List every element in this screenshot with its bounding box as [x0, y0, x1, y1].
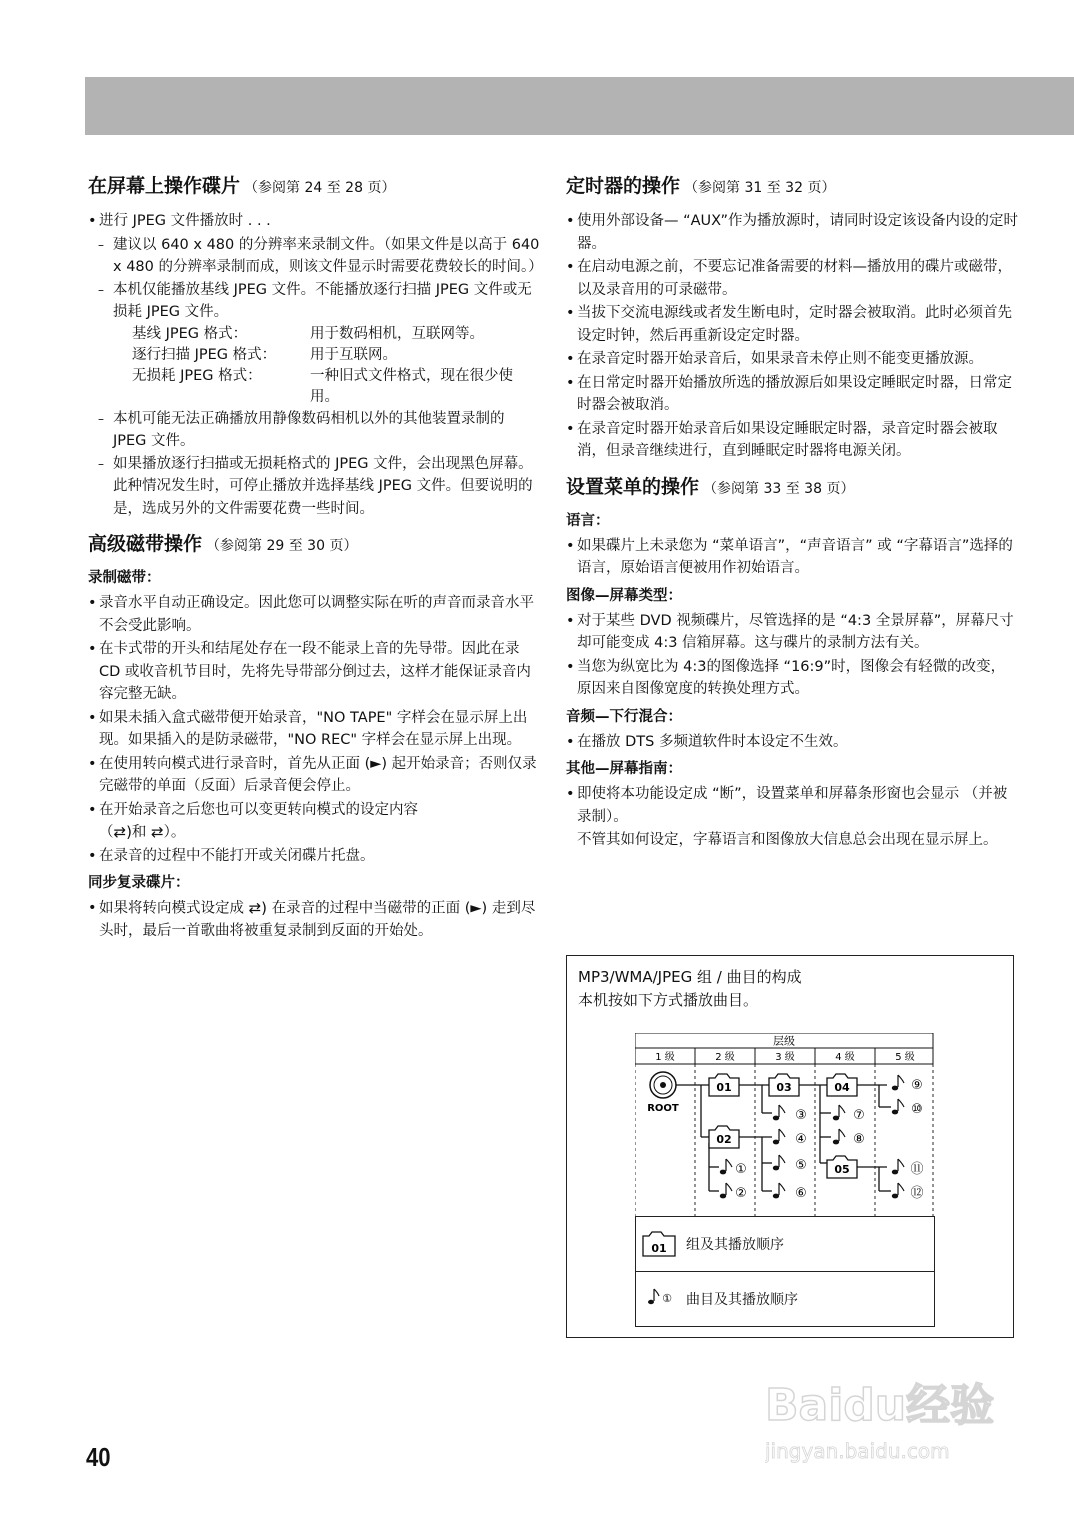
- format-row: 基线 JPEG 格式： 用于数码相机，互联网等。: [132, 325, 484, 342]
- legend-group-row: [636, 1217, 934, 1272]
- legend-track-label: 曲目及其播放顺序: [686, 1292, 798, 1308]
- section-title: 定时器的操作 （参阅第 31 至 32 页）: [566, 175, 836, 197]
- file-structure-box: [566, 955, 1014, 1338]
- track-note-icon: [833, 1105, 865, 1123]
- track-note-icon: [773, 1155, 807, 1173]
- bullet: • 在录音的过程中不能打开或关闭碟片托盘。: [88, 845, 540, 868]
- svg-text:④: ④: [795, 1132, 807, 1147]
- folder-icon: [642, 1231, 676, 1257]
- bullet: • 在日常定时器开始播放所选的播放源后如果设定睡眠定时器，日常定时器会被取消。: [566, 372, 1018, 417]
- svg-text:⑧: ⑧: [853, 1132, 865, 1147]
- level-label: 2 级: [715, 1052, 735, 1063]
- box-subtitle: 本机按如下方式播放曲目。: [578, 991, 759, 1009]
- bullet: • 在开始录音之后您也可以变更转向模式的设定内容 （⇄)和 ⇄）。: [88, 799, 540, 844]
- track-note-icon: [773, 1129, 807, 1147]
- track-note-icon: [892, 1075, 923, 1093]
- subheading: 图像—屏幕类型：: [566, 587, 682, 604]
- hierarchy-diagram: [635, 1033, 935, 1216]
- bullet: • 如果将转向模式设定成 ⇄) 在录音的过程中当磁带的正面 (►) 走到尽头时，最后一首歌曲将被重复录制到反面的开始处。: [88, 897, 540, 942]
- dash-item: – 建议以 640 x 480 的分辨率来录制文件。（如果文件是以高于 640 x 480 的分辨率录制而成，则该文件显示时需要花费较长的时间。）: [88, 234, 540, 279]
- box-title: MP3/WMA/JPEG 组 / 曲目的构成: [578, 968, 802, 986]
- page-number: 40: [86, 1442, 111, 1472]
- svg-text:02: 02: [716, 1133, 732, 1146]
- group-folder-icon: [709, 1074, 739, 1096]
- bullet: • 使用外部设备— “AUX”作为播放源时，请同时设定该设备内设的定时器。: [566, 210, 1018, 255]
- bullet: • 在使用转向模式进行录音时，首先从正面 (►) 起开始录音；否则仅录完磁带的单面（反面）后录音便会停止。: [88, 753, 540, 798]
- svg-text:05: 05: [834, 1163, 850, 1176]
- root-label: ROOT: [647, 1103, 679, 1114]
- svg-text:04: 04: [834, 1081, 850, 1094]
- group-folder-icon: [827, 1156, 857, 1178]
- group-folder-icon: [827, 1074, 857, 1096]
- bullet: • 如果未插入盒式磁带便开始录音，"NO TAPE" 字样会在显示屏上出现。如果插入的是防录磁带，"NO REC" 字样会在显示屏上出现。: [88, 707, 540, 752]
- level-label: 5 级: [895, 1052, 915, 1063]
- bullet: • 即使将本功能设定成 “断”，设置菜单和屏幕条形窗也会显示 （并被录制）。: [566, 783, 1018, 828]
- section-title: 高级磁带操作 （参阅第 29 至 30 页）: [88, 533, 358, 555]
- section-setup-menu: [566, 475, 1018, 852]
- track-note-icon: [773, 1183, 807, 1201]
- bullet: • 当您为纵宽比为 4:3的图像选择 “16:9”时，图像会有轻微的改变，原因来自图像宽度的转换处理方式。: [566, 656, 1018, 701]
- baidu-watermark-logo: [765, 1370, 1015, 1470]
- subheading: 录制磁带：: [88, 570, 161, 586]
- svg-text:jingyan.baidu.com: jingyan.baidu.com: [765, 1439, 950, 1463]
- group-folder-icon: [709, 1126, 739, 1148]
- track-note-icon: [720, 1159, 747, 1177]
- reverse-loop-icon: ⇄): [113, 823, 132, 841]
- dash-item: – 本机仅能播放基线 JPEG 文件。不能播放逐行扫描 JPEG 文件或无损耗 JPEG 文件。: [88, 279, 540, 324]
- section-title: 在屏幕上操作碟片 （参阅第 24 至 28 页）: [88, 175, 396, 197]
- svg-text:⑪: ⑪: [910, 1162, 924, 1177]
- root-disc-icon: [650, 1072, 676, 1098]
- format-row: 逐行扫描 JPEG 格式： 用于互联网。: [132, 346, 397, 363]
- bullet: • 进行 JPEG 文件播放时 . . .: [88, 210, 540, 233]
- reverse-icon: ⇄: [151, 823, 164, 841]
- track-note-icon: [720, 1183, 747, 1201]
- svg-text:⑨: ⑨: [911, 1078, 923, 1093]
- music-note-icon: [648, 1288, 676, 1308]
- dash-item: – 本机可能无法正确播放用静像数码相机以外的其他装置录制的 JPEG 文件。: [88, 408, 540, 453]
- subheading: 音频—下行混合：: [566, 708, 682, 725]
- bullet: • 在播放 DTS 多频道软件时本设定不生效。: [566, 731, 1018, 754]
- track-note-icon: [892, 1099, 923, 1117]
- dash-item: – 如果播放逐行扫描或无损耗格式的 JPEG 文件，会出现黑色屏幕。此种情况发生时，可停止播放并选择基线 JPEG 文件。但要说明的是，选成另外的文件需要花费一些时间。: [88, 453, 540, 521]
- bullet: • 在卡式带的开头和结尾处存在一段不能录上音的先导带。因此在录 CD 或收音机节目时，先将先导带部分倒过去，这样才能保证录音内容完整无缺。: [88, 638, 540, 706]
- bullet: • 在录音定时器开始录音后，如果录音未停止则不能变更播放源。: [566, 348, 1018, 371]
- left-column: [88, 168, 543, 955]
- diagram-legend: [635, 1216, 935, 1327]
- level-label: 3 级: [775, 1052, 795, 1063]
- header-bar: [85, 77, 1074, 135]
- svg-text:Baidu经验: Baidu经验: [765, 1380, 995, 1431]
- level-label: 4 级: [835, 1052, 855, 1063]
- bullet: • 在启动电源之前，不要忘记准备需要的材料—播放用的碟片或磁带，以及录音用的可录磁带。: [566, 256, 1018, 301]
- section-tape-operation: [88, 532, 540, 943]
- svg-text:③: ③: [795, 1108, 807, 1123]
- subheading: 其他—屏幕指南：: [566, 761, 682, 777]
- bullet-continuation: 不管其如何设定，字幕语言和图像放大信息总会出现在显示屏上。: [577, 832, 998, 848]
- svg-text:⑦: ⑦: [853, 1108, 865, 1123]
- svg-text:⑤: ⑤: [795, 1158, 807, 1173]
- svg-text:⑫: ⑫: [910, 1186, 924, 1201]
- legend-track-row: [636, 1272, 934, 1326]
- bullet: • 录音水平自动正确设定。因此您可以调整实际在听的声音而录音水平不会受此影响。: [88, 592, 540, 637]
- level-label: 1 级: [655, 1052, 675, 1063]
- section-disc-operation: [88, 174, 543, 520]
- right-column: [566, 168, 1018, 864]
- svg-text:①: ①: [735, 1162, 747, 1177]
- format-row: 无损耗 JPEG 格式： 一种旧式文件格式，现在很少使用。: [132, 367, 513, 405]
- track-note-icon: [892, 1159, 924, 1177]
- reverse-loop-icon: ⇄): [248, 899, 268, 918]
- svg-text:01: 01: [716, 1081, 732, 1094]
- svg-text:03: 03: [776, 1081, 792, 1094]
- track-note-icon: [833, 1129, 865, 1147]
- track-note-icon: [773, 1105, 807, 1123]
- bullet: • 如果碟片上未录您为 “菜单语言”，“声音语言” 或 “字幕语言”选择的语言，原始语言便被用作初始语言。: [566, 535, 1018, 580]
- track-note-icon: [892, 1183, 924, 1201]
- subheading: 同步复录碟片：: [88, 875, 190, 892]
- bullet: • 对于某些 DVD 视频碟片，尽管选择的是 “4:3 全景屏幕”，屏幕尺寸却可能变成 4:3 信箱屏幕。这与碟片的录制方法有关。: [566, 610, 1018, 655]
- svg-text:①: ①: [662, 1292, 672, 1305]
- subheading: 语言：: [566, 512, 610, 529]
- section-timer-operation: [566, 174, 1018, 463]
- svg-text:②: ②: [735, 1186, 747, 1201]
- svg-text:01: 01: [651, 1242, 667, 1255]
- diagram-header: 层级: [773, 1034, 795, 1048]
- bullet: • 在录音定时器开始录音后如果设定睡眠定时器，录音定时器会被取消，但录音继续进行，直到睡眠定时器将电源关闭。: [566, 418, 1018, 463]
- svg-text:⑥: ⑥: [795, 1186, 807, 1201]
- svg-text:⑩: ⑩: [911, 1102, 923, 1117]
- section-title: 设置菜单的操作 （参阅第 33 至 38 页）: [566, 475, 855, 498]
- legend-group-label: 组及其播放顺序: [686, 1237, 784, 1253]
- group-folder-icon: [769, 1074, 799, 1096]
- bullet: • 当拔下交流电源线或者发生断电时，定时器会被取消。此时必须首先设定时钟，然后再重新设定定时器。: [566, 302, 1018, 347]
